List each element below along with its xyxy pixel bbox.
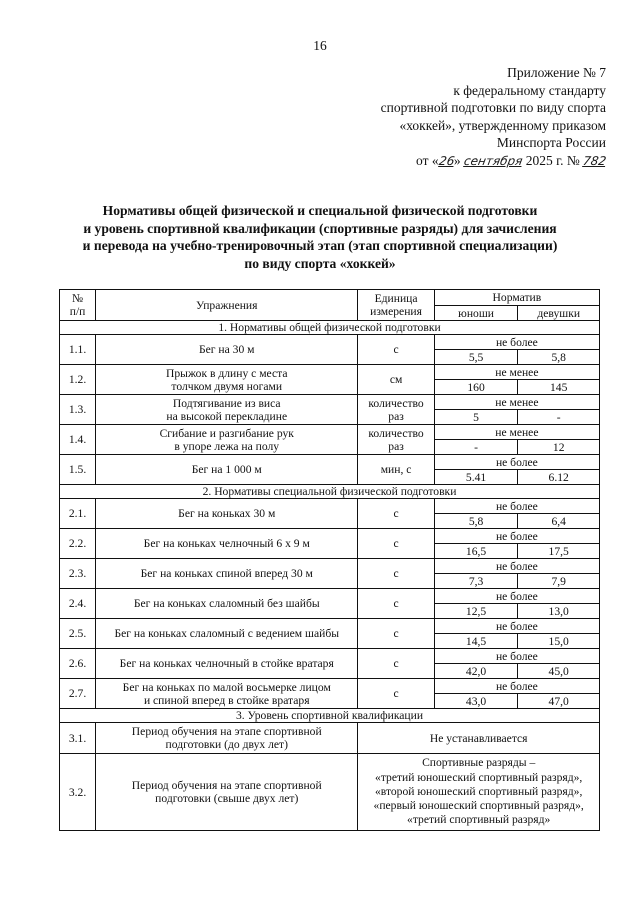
table-row <box>60 529 600 544</box>
row-number: 2.2. <box>60 529 96 559</box>
row-unit: с <box>358 679 434 709</box>
row-unit: с <box>358 559 434 589</box>
table-row <box>60 723 600 754</box>
row-boys-value: 43,0 <box>434 694 518 709</box>
row-unit: количество раз <box>358 425 434 455</box>
table-row <box>60 649 600 664</box>
row-boys-value: 5 <box>434 410 518 425</box>
table-row <box>60 619 600 634</box>
row-exercise: Период обучения на этапе спортивной подготовки (свыше двух лет) <box>96 754 358 831</box>
row-unit: мин, с <box>358 455 434 485</box>
row-boys-value: 5,8 <box>434 514 518 529</box>
row-unit: с <box>358 619 434 649</box>
row-exercise: Прыжок в длину с места толчком двумя ногами <box>96 365 358 395</box>
row-boys-value: 160 <box>434 380 518 395</box>
row-number: 3.1. <box>60 723 96 754</box>
row-condition: не менее <box>434 365 599 380</box>
row-girls-value: 47,0 <box>518 694 600 709</box>
row-number: 1.5. <box>60 455 96 485</box>
section-general-physical: 1. Нормативы общей физической подготовки <box>60 321 600 335</box>
row-boys-value: 5.41 <box>434 470 518 485</box>
row-girls-value: 6.12 <box>518 470 600 485</box>
date-year: 2025 г. № <box>525 152 580 168</box>
row-number: 1.4. <box>60 425 96 455</box>
row-number: 2.7. <box>60 679 96 709</box>
row-boys-value: 5,5 <box>434 350 518 365</box>
document-title <box>40 202 600 272</box>
row-unit: с <box>358 529 434 559</box>
appendix-line-1: Приложение № 7 <box>507 65 606 80</box>
row-number: 2.6. <box>60 649 96 679</box>
table-row <box>60 335 600 350</box>
row-condition: не более <box>434 679 599 694</box>
standards-table <box>59 289 600 831</box>
appendix-line-2: к федеральному стандарту <box>453 82 606 98</box>
title-line-2: и уровень спортивной квалификации (спортивные разряды) для зачисления <box>83 220 557 236</box>
row-exercise: Бег на коньках челночный 6 х 9 м <box>96 529 358 559</box>
date-mid: » <box>453 152 461 168</box>
row-unit: с <box>358 499 434 529</box>
row-girls-value: 145 <box>518 380 600 395</box>
section-row <box>60 485 600 499</box>
row-girls-value: 5,8 <box>518 350 600 365</box>
header-unit: Единица измерения <box>358 290 434 321</box>
row-number: 2.4. <box>60 589 96 619</box>
appendix-line-3: спортивной подготовки по виду спорта <box>380 100 606 116</box>
row-number: 2.5. <box>60 619 96 649</box>
section-row <box>60 321 600 335</box>
row-exercise: Бег на коньках слаломный с ведением шайбы <box>96 619 358 649</box>
row-exercise: Подтягивание из виса на высокой перекладине <box>96 395 358 425</box>
date-prefix: от « <box>416 152 439 168</box>
row-number: 2.3. <box>60 559 96 589</box>
section-qualification: 3. Уровень спортивной квалификации <box>60 709 600 723</box>
row-girls-value: 17,5 <box>518 544 600 559</box>
table-row <box>60 679 600 694</box>
row-girls-value: 15,0 <box>518 634 600 649</box>
table-row <box>60 365 600 380</box>
row-girls-value: 13,0 <box>518 604 600 619</box>
row-exercise: Период обучения на этапе спортивной подготовки (до двух лет) <box>96 723 358 754</box>
row-girls-value: 12 <box>518 440 600 455</box>
title-line-4: по виду спорта «хоккей» <box>244 255 396 271</box>
header-norm: Норматив <box>434 290 599 306</box>
row-qualification-value: Не устанавливается <box>358 723 600 754</box>
header-row <box>60 290 600 306</box>
header-boys: юноши <box>434 306 518 321</box>
header-exercise: Упражнения <box>96 290 358 321</box>
row-unit: количество раз <box>358 395 434 425</box>
row-boys-value: 16,5 <box>434 544 518 559</box>
row-condition: не более <box>434 455 599 470</box>
header-num: № п/п <box>60 290 96 321</box>
row-condition: не более <box>434 529 599 544</box>
row-exercise: Бег на коньках 30 м <box>96 499 358 529</box>
row-unit: с <box>358 649 434 679</box>
row-girls-value: 45,0 <box>518 664 600 679</box>
page-number: 16 <box>313 38 327 53</box>
header-girls: девушки <box>518 306 600 321</box>
order-number: 782 <box>582 153 608 168</box>
row-number: 1.1. <box>60 335 96 365</box>
row-boys-value: 14,5 <box>434 634 518 649</box>
row-exercise: Бег на коньках челночный в стойке вратаря <box>96 649 358 679</box>
table-body <box>60 290 600 831</box>
row-boys-value: 12,5 <box>434 604 518 619</box>
row-number: 3.2. <box>60 754 96 831</box>
table-row <box>60 455 600 470</box>
row-condition: не менее <box>434 395 599 410</box>
row-girls-value: 7,9 <box>518 574 600 589</box>
row-exercise: Бег на коньках слаломный без шайбы <box>96 589 358 619</box>
row-condition: не менее <box>434 425 599 440</box>
appendix-line-5: Минспорта России <box>496 135 606 151</box>
row-number: 1.2. <box>60 365 96 395</box>
row-qualification-value: Спортивные разряды – «третий юношеский спортивный разряд», «второй юношеский спортивный разряд», «первый юношеский спортивный разряд», «третий спортивный разряд» <box>358 754 600 831</box>
table-row <box>60 499 600 514</box>
row-girls-value: - <box>518 410 600 425</box>
section-special-physical: 2. Нормативы специальной физической подготовки <box>60 485 600 499</box>
row-condition: не более <box>434 499 599 514</box>
row-unit: с <box>358 335 434 365</box>
appendix-date-line <box>330 152 606 171</box>
section-row <box>60 709 600 723</box>
appendix-line-4: «хоккей», утвержденному приказом <box>399 117 606 133</box>
row-exercise: Бег на коньках спиной вперед 30 м <box>96 559 358 589</box>
table-row <box>60 754 600 831</box>
row-condition: не более <box>434 559 599 574</box>
row-boys-value: - <box>434 440 518 455</box>
row-unit: см <box>358 365 434 395</box>
table-row <box>60 425 600 440</box>
row-boys-value: 7,3 <box>434 574 518 589</box>
row-condition: не более <box>434 335 599 350</box>
row-number: 1.3. <box>60 395 96 425</box>
table-row <box>60 559 600 574</box>
title-line-1: Нормативы общей физической и специальной физической подготовки <box>102 203 538 218</box>
appendix-header <box>330 64 606 171</box>
row-condition: не более <box>434 649 599 664</box>
row-condition: не более <box>434 619 599 634</box>
row-number: 2.1. <box>60 499 96 529</box>
table-row <box>60 589 600 604</box>
row-unit: с <box>358 589 434 619</box>
row-exercise: Сгибание и разгибание рук в упоре лежа на полу <box>96 425 358 455</box>
table-row <box>60 395 600 410</box>
row-condition: не более <box>434 589 599 604</box>
date-day: 26 <box>437 153 456 168</box>
row-girls-value: 6,4 <box>518 514 600 529</box>
title-line-3: и перевода на учебно-тренировочный этап (этап спортивной специализации) <box>82 238 558 254</box>
row-exercise: Бег на 1 000 м <box>96 455 358 485</box>
row-boys-value: 42,0 <box>434 664 518 679</box>
date-month: сентября <box>462 153 524 168</box>
row-exercise: Бег на 30 м <box>96 335 358 365</box>
row-exercise: Бег на коньках по малой восьмерке лицом и спиной вперед в стойке вратаря <box>96 679 358 709</box>
